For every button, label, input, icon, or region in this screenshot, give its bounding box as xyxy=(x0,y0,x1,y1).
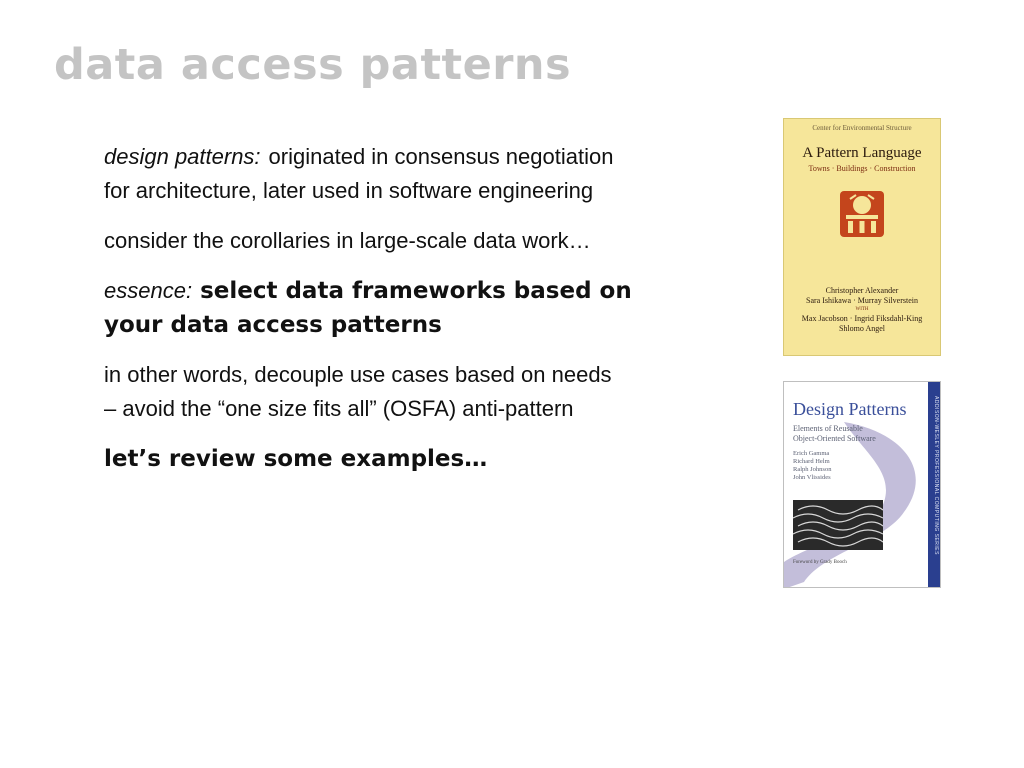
book2-escher-image xyxy=(793,500,883,550)
book2-author-2: Richard Helm xyxy=(793,458,830,465)
book1-author-4: Shlomo Angel xyxy=(838,324,885,333)
book2-title: Design Patterns xyxy=(793,399,907,419)
book1-subtitle: Towns · Buildings · Construction xyxy=(808,164,916,173)
decouple-text-1: in other words, decouple use cases based on needs xyxy=(104,362,612,387)
book2-subtitle-2: Object-Oriented Software xyxy=(793,434,876,443)
book2-foreword: Foreword by Grady Booch xyxy=(793,560,847,565)
book2-author-3: Ralph Johnson xyxy=(793,466,832,473)
book1-title: A Pattern Language xyxy=(802,145,922,161)
book1-with: WITH xyxy=(855,307,869,312)
book2-author-1: Erich Gamma xyxy=(793,450,830,457)
essence-term: essence: xyxy=(104,278,193,303)
paragraph-design-patterns xyxy=(104,140,744,208)
examples-text: let’s review some examples… xyxy=(104,446,488,472)
book-cover-pattern-language xyxy=(783,118,941,356)
book2-author-4: John Vlissides xyxy=(793,474,831,481)
paragraph-examples xyxy=(104,442,744,476)
slide-body xyxy=(104,140,744,492)
book1-author-2: Sara Ishikawa · Murray Silverstein xyxy=(806,296,918,305)
book1-author-1: Christopher Alexander xyxy=(825,286,899,295)
paragraph-essence xyxy=(104,274,744,342)
book-cover-design-patterns xyxy=(783,381,941,588)
corollaries-text: consider the corollaries in large-scale data work… xyxy=(104,228,591,253)
decouple-text-2: – avoid the “one size fits all” (OSFA) anti-pattern xyxy=(104,396,574,421)
book2-spine-text: ADDISON-WESLEY PROFESSIONAL COMPUTING SERIES xyxy=(933,396,939,555)
book1-emblem-icon xyxy=(836,185,888,241)
design-patterns-text-2: for architecture, later used in software engineering xyxy=(104,178,594,203)
design-patterns-text-1: originated in consensus negotiation xyxy=(268,144,614,169)
essence-bold-1: select data frameworks based on xyxy=(200,278,632,304)
essence-bold-2: your data access patterns xyxy=(104,312,442,338)
book1-series: Center for Environmental Structure xyxy=(812,124,912,132)
paragraph-decouple xyxy=(104,358,744,426)
paragraph-corollaries xyxy=(104,224,744,258)
book1-author-3: Max Jacobson · Ingrid Fiksdahl-King xyxy=(801,314,923,323)
slide-title: data access patterns xyxy=(54,40,572,90)
book2-subtitle-1: Elements of Reusable xyxy=(793,424,863,433)
design-patterns-term: design patterns: xyxy=(104,144,261,169)
